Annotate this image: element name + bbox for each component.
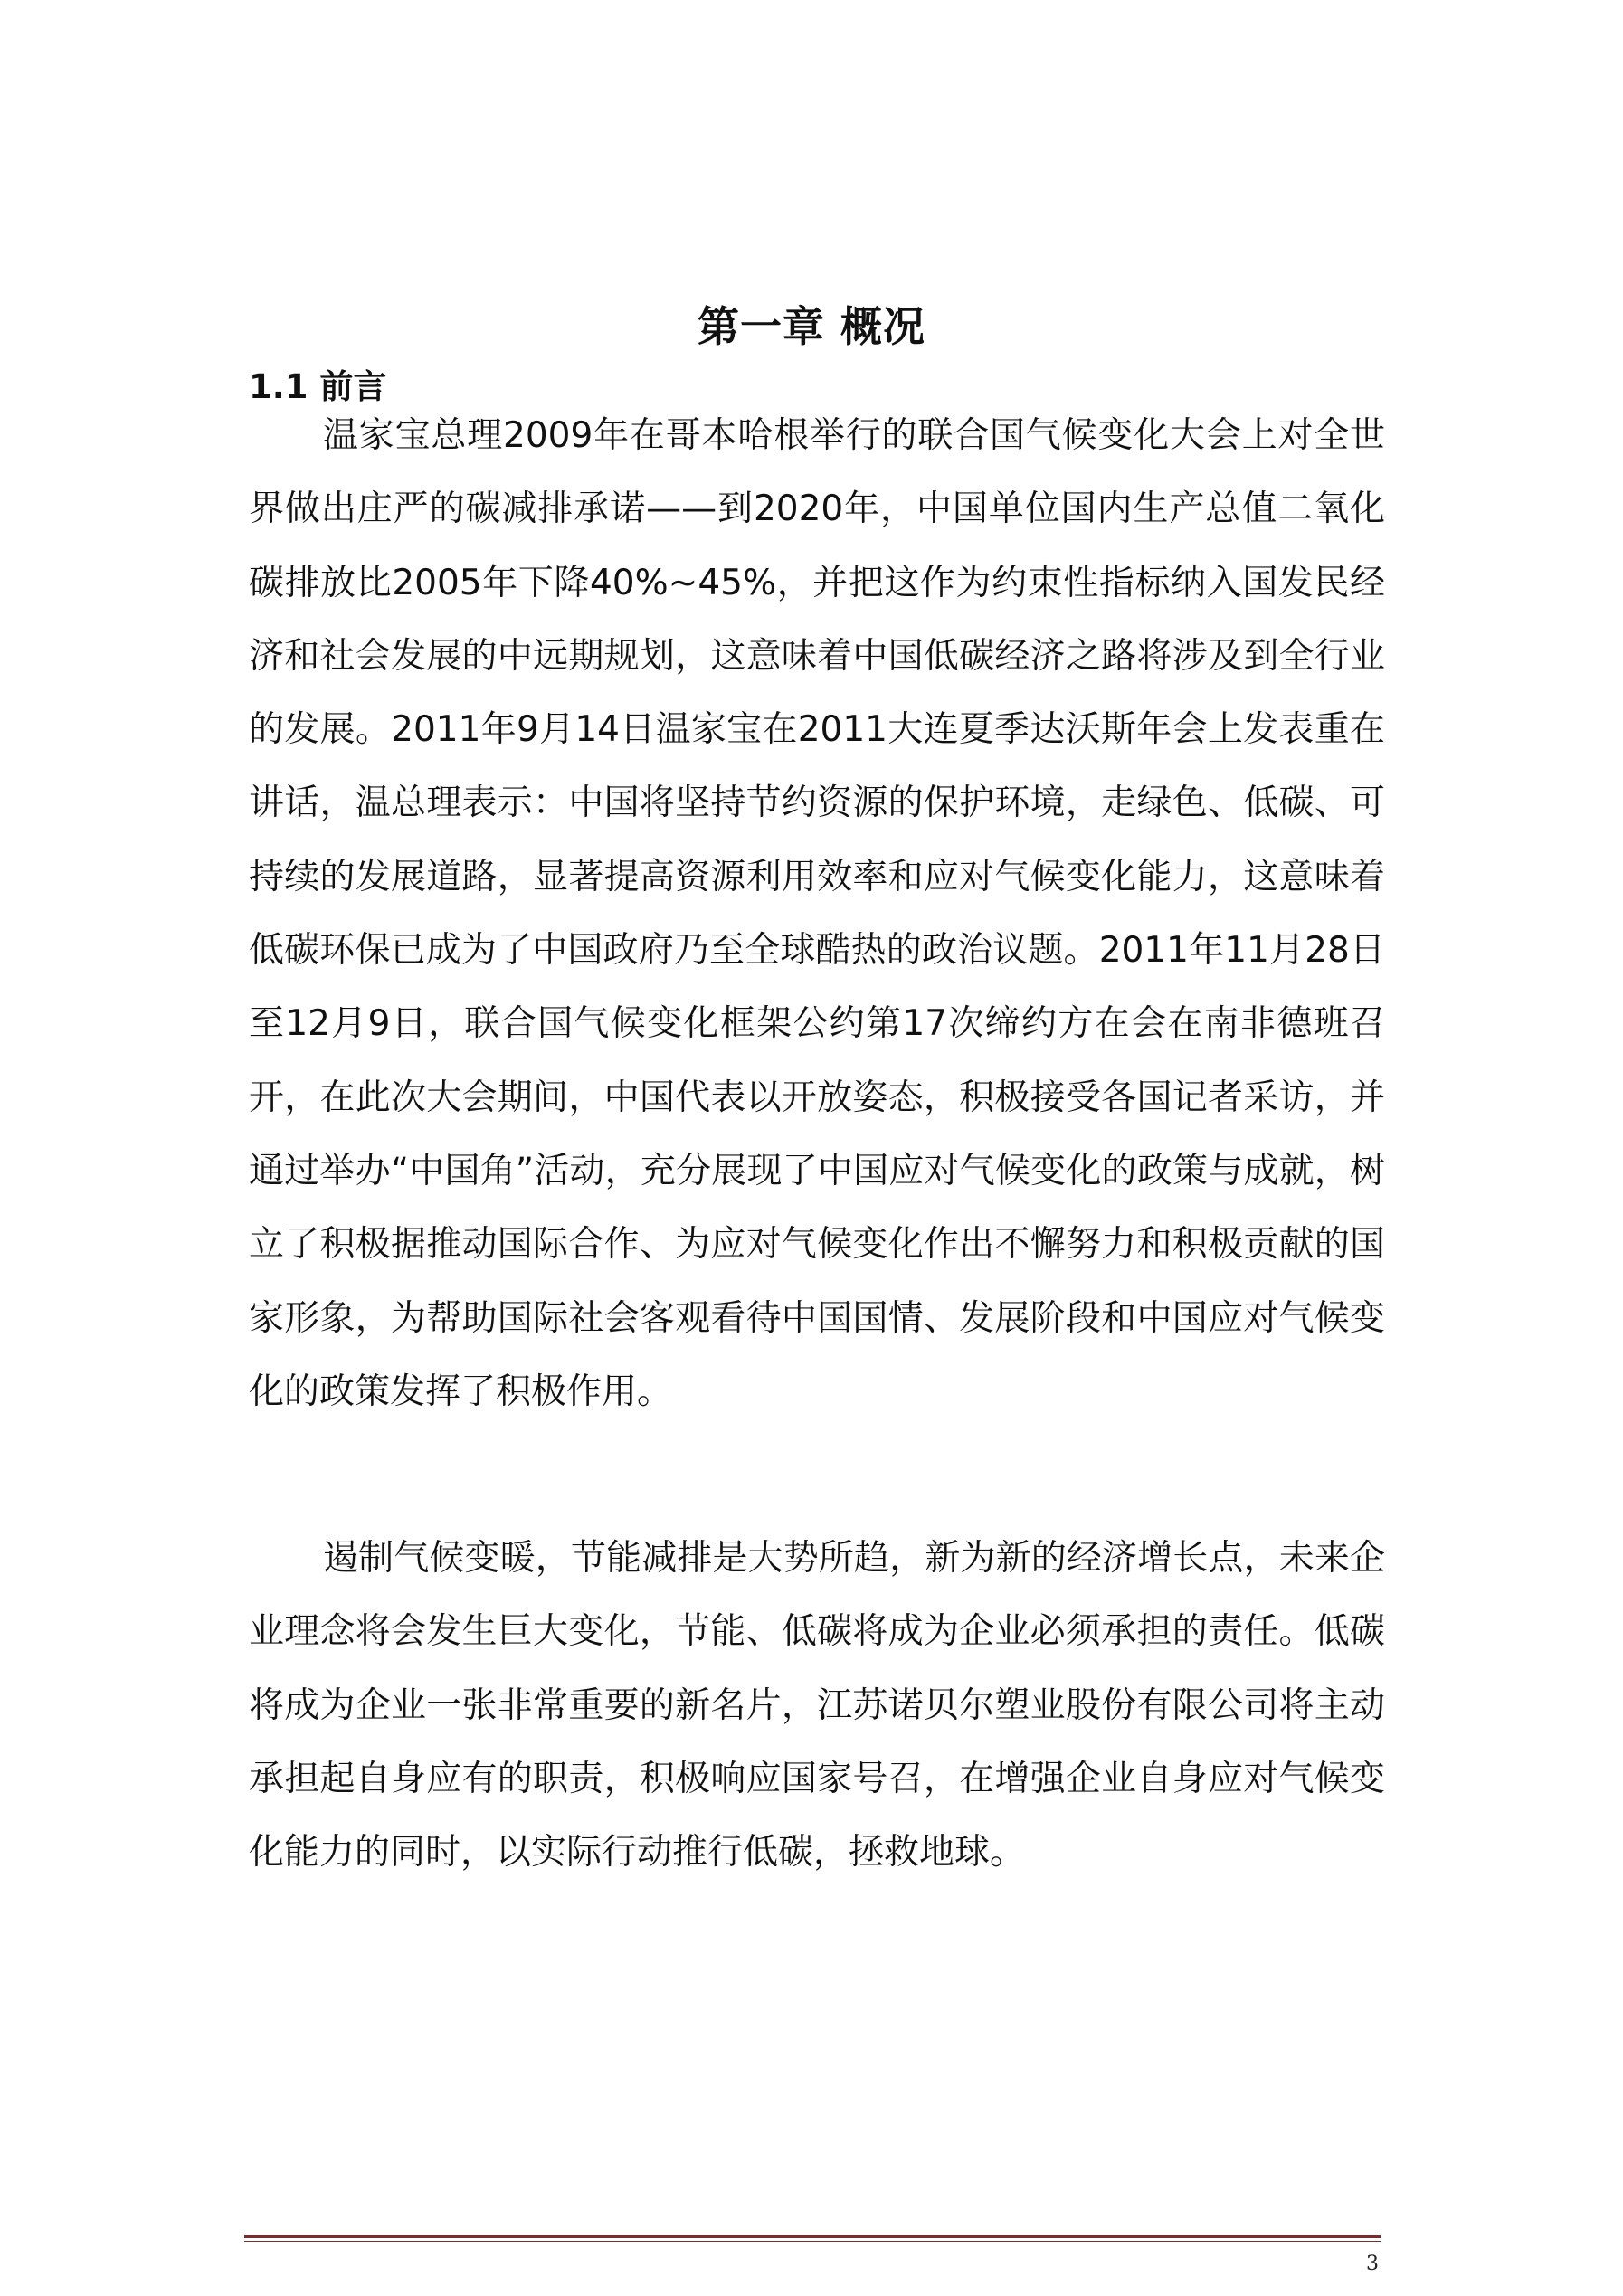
page-number: 3: [1366, 2253, 1379, 2275]
chapter-title: 第一章 概况: [697, 301, 925, 351]
body-paragraph: 温家宝总理2009年在哥本哈根举行的联合国气候变化大会上对全世界做出庄严的碳减排承诺——到2020年，中国单位国内生产总值二氧化碳排放比2005年下降40%~45%，并把这作为约束性指标纳入国发民经济和社会发展的中远期规划，这意味着中国低碳经济之路将涉及到全行业的发展。2011年9月14日温家宝在2011大连夏季达沃斯年会上发表重在讲话，温总理表示：中国将坚持节约资源的保护环境，走绿色、低碳、可持续的发展道路，显著提高资源利用效率和应对气候变化能力，这意味着低碳环保已成为了中国政府乃至全球酷热的政治议题。2011年11月28日至12月9日，联合国气候变化框架公约第17次缔约方在会在南非德班召开，在此次大会期间，中国代表以开放姿态，积极接受各国记者采访，并通过举办“中国角”活动，充分展现了中国应对气候变化的政策与成就，树立了积极据推动国际合作、为应对气候变化作出不懈努力和积极贡献的国家形象，为帮助国际社会客观看待中国国情、发展阶段和中国应对气候变化的政策发挥了积极作用。: [249, 415, 1385, 1412]
body-paragraph: 遏制气候变暖，节能减排是大势所趋，新为新的经济增长点，未来企业理念将会发生巨大变化，节能、低碳将成为企业必须承担的责任。低碳将成为企业一张非常重要的新名片，江苏诺贝尔塑业股份有限公司将主动承担起自身应有的职责，积极响应国家号召，在增强企业自身应对气候变化能力的同时，以实际行动推行低碳，拯救地球。: [249, 1538, 1385, 1874]
footer-divider: [244, 2235, 1381, 2238]
footer-divider-thin: [244, 2241, 1381, 2242]
section-heading: 1.1 前言: [249, 366, 387, 406]
